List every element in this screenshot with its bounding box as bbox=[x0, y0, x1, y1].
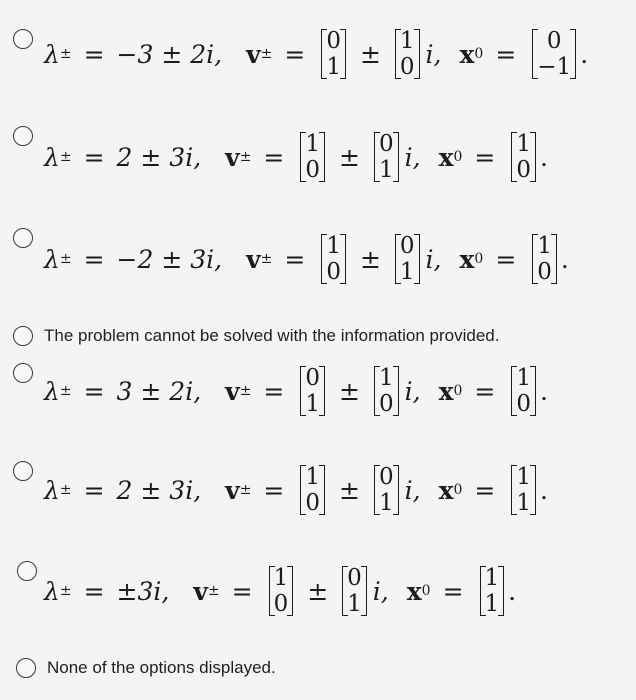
option-6-v-real: 1 0 bbox=[300, 464, 325, 516]
option-3-eigenvalue: −2 ± 3i, bbox=[116, 244, 223, 274]
option-6-eigenvalue: 2 ± 3i, bbox=[116, 475, 202, 505]
option-7-v-real: 1 0 bbox=[269, 565, 294, 617]
option-1-x0: 0 −1 bbox=[532, 28, 576, 80]
option-3-x0: 1 0 bbox=[532, 233, 557, 285]
option-5-eigenvalue: 3 ± 2i, bbox=[116, 376, 202, 406]
option-7-radio[interactable] bbox=[17, 561, 37, 581]
option-4-radio[interactable] bbox=[13, 326, 33, 346]
option-1-math: λ ± = −3 ± 2i, v ± = 0 1 ± 1 0 i, x 0 = 0 −1 . bbox=[44, 28, 589, 80]
option-8-radio[interactable] bbox=[16, 658, 36, 678]
option-3-radio[interactable] bbox=[13, 228, 33, 248]
option-5-v-imag: 1 0 bbox=[374, 365, 399, 417]
option-2-math: λ ± = 2 ± 3i, v ± = 1 0 ± 0 1 i, x 0 = 1 0 . bbox=[44, 131, 548, 183]
option-2-x0: 1 0 bbox=[511, 131, 536, 183]
option-5-x0: 1 0 bbox=[511, 365, 536, 417]
option-7-x0: 1 1 bbox=[480, 565, 505, 617]
option-6-math: λ ± = 2 ± 3i, v ± = 1 0 ± 0 1 i, x 0 = 1 1 . bbox=[44, 464, 548, 516]
option-5-radio[interactable] bbox=[13, 363, 33, 383]
option-7-math: λ ± = ±3i, v ± = 1 0 ± 0 1 i, x 0 = 1 1 . bbox=[44, 565, 517, 617]
option-2-v-imag: 0 1 bbox=[374, 131, 399, 183]
option-3-v-imag: 0 1 bbox=[395, 233, 420, 285]
option-1-v-imag: 1 0 bbox=[395, 28, 420, 80]
option-5-v-real: 0 1 bbox=[300, 365, 325, 417]
option-7-eigenvalue: ±3i, bbox=[116, 576, 170, 606]
option-7-v-imag: 0 1 bbox=[342, 565, 367, 617]
option-1-eigenvalue: −3 ± 2i, bbox=[116, 39, 223, 69]
option-4-label: The problem cannot be solved with the information provided. bbox=[44, 326, 500, 345]
option-2-eigenvalue: 2 ± 3i, bbox=[116, 142, 202, 172]
option-2-radio[interactable] bbox=[13, 126, 33, 146]
option-3-v-real: 1 0 bbox=[321, 233, 346, 285]
option-5-math: λ ± = 3 ± 2i, v ± = 0 1 ± 1 0 i, x 0 = 1 0 . bbox=[44, 365, 548, 417]
option-2-v-real: 1 0 bbox=[300, 131, 325, 183]
option-8-label: None of the options displayed. bbox=[47, 658, 276, 677]
option-1-v-real: 0 1 bbox=[321, 28, 346, 80]
option-3-math: λ ± = −2 ± 3i, v ± = 1 0 ± 0 1 i, x 0 = 1 0 . bbox=[44, 233, 569, 285]
option-1-radio[interactable] bbox=[13, 29, 33, 49]
option-6-radio[interactable] bbox=[13, 461, 33, 481]
option-6-x0: 1 1 bbox=[511, 464, 536, 516]
option-6-v-imag: 0 1 bbox=[374, 464, 399, 516]
